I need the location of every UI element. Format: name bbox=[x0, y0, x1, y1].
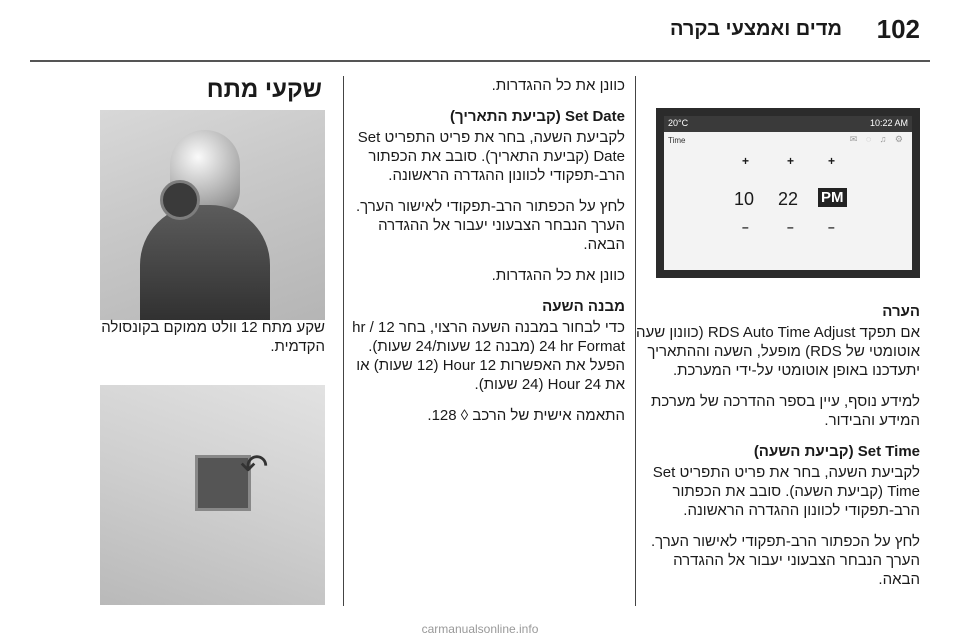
set-time-body-2: לחץ על הכפתור הרב-תפקודי לאישור הערך. הערך הנבחר הצבעוני יעבור אל ההגדרה הבאה. bbox=[650, 533, 920, 588]
power-socket-icon bbox=[160, 180, 200, 220]
header-rule bbox=[30, 60, 930, 62]
ampm-plus-icon: + bbox=[828, 154, 836, 168]
page-header-title: מדים ואמצעי בקרה bbox=[669, 18, 842, 40]
set-date-body-2: לחץ על הכפתור הרב-תפקודי לאישור הערך. הערך הנבחר הצבעוני יעבור אל ההגדרה הבאה. bbox=[355, 198, 625, 253]
column-right bbox=[635, 302, 920, 601]
hour-value: 10 bbox=[734, 189, 755, 209]
rotate-arrow-icon: ↶ bbox=[240, 448, 269, 486]
gear-boot bbox=[140, 205, 270, 320]
page-number: 102 bbox=[876, 14, 920, 44]
set-time-body: לקביעת השעה, בחר את פריט התפריט Set Time (קביעת השעה). סובב את הכפתור הרב-תפקודי לכוונון ההגדרה הראשונה. bbox=[652, 464, 920, 519]
minute-plus-icon: + bbox=[787, 154, 795, 168]
time-format-title: מבנה השעה bbox=[542, 298, 625, 315]
ampm-value: PM bbox=[818, 188, 847, 207]
set-date-title: Set Date (קביעת התאריך) bbox=[450, 108, 625, 125]
column-left bbox=[60, 318, 325, 368]
note-body-2: למידע נוסף, עיין בספר ההדרכה של מערכת המידע והבידור. bbox=[651, 393, 920, 429]
power-outlet-body: שקע מתח 12 וולט ממוקם בקונסולה הקדמית. bbox=[101, 319, 325, 355]
socket-cover-photo bbox=[100, 385, 325, 605]
status-bar bbox=[664, 116, 912, 132]
time-format-body: כדי לבחור במבנה השעה הרצוי, בחר 12 hr / 24 hr Format (מבנה 12 שעות/24 שעות). הפעל את האפשרות 12 Hour (12 שעות) או את 24 Hour (24 שעות). bbox=[352, 319, 625, 393]
temperature: 20°C bbox=[668, 118, 689, 128]
ampm-minus-icon: – bbox=[828, 220, 835, 234]
time-screen-figure bbox=[656, 108, 920, 278]
adjust-all-line-2: כוונן את כל ההגדרות. bbox=[491, 267, 625, 284]
adjust-all-line: כוונן את כל ההגדרות. bbox=[491, 77, 625, 94]
time-format-ref: התאמה אישית של הרכב ◊ 128. bbox=[427, 407, 625, 424]
minute-minus-icon: – bbox=[787, 220, 794, 234]
display-screen bbox=[664, 116, 912, 270]
footer-watermark: carmanualsonline.info bbox=[421, 622, 539, 636]
minute-value: 22 bbox=[778, 189, 799, 209]
status-icons: ✉ ◌ ♫ ⚙ bbox=[849, 134, 906, 144]
set-date-body: לקביעת השעה, בחר את פריט התפריט Set Date (קביעת התאריך). סובב את הכפתור הרב-תפקודי לכוונון ההגדרה הראשונה. bbox=[357, 129, 625, 184]
hour-plus-icon: + bbox=[742, 154, 750, 168]
note-title: הערה bbox=[882, 303, 920, 320]
column-middle bbox=[345, 76, 625, 437]
hour-minus-icon: – bbox=[742, 220, 749, 234]
clock: 10:22 AM bbox=[869, 118, 908, 128]
column-divider bbox=[343, 76, 344, 606]
screen-label: Time bbox=[668, 136, 686, 145]
set-time-title: Set Time (קביעת השעה) bbox=[753, 443, 920, 460]
console-socket-photo bbox=[100, 110, 325, 320]
section-title: שקעי מתח bbox=[206, 76, 322, 103]
note-body: אם תפקד RDS Auto Time Adjust (כוונון שעה אוטומטי של RDS) מופעל, השעה וההתאריך יתעדכנו באופן אוטומטי על-ידי המערכת. bbox=[635, 324, 920, 379]
